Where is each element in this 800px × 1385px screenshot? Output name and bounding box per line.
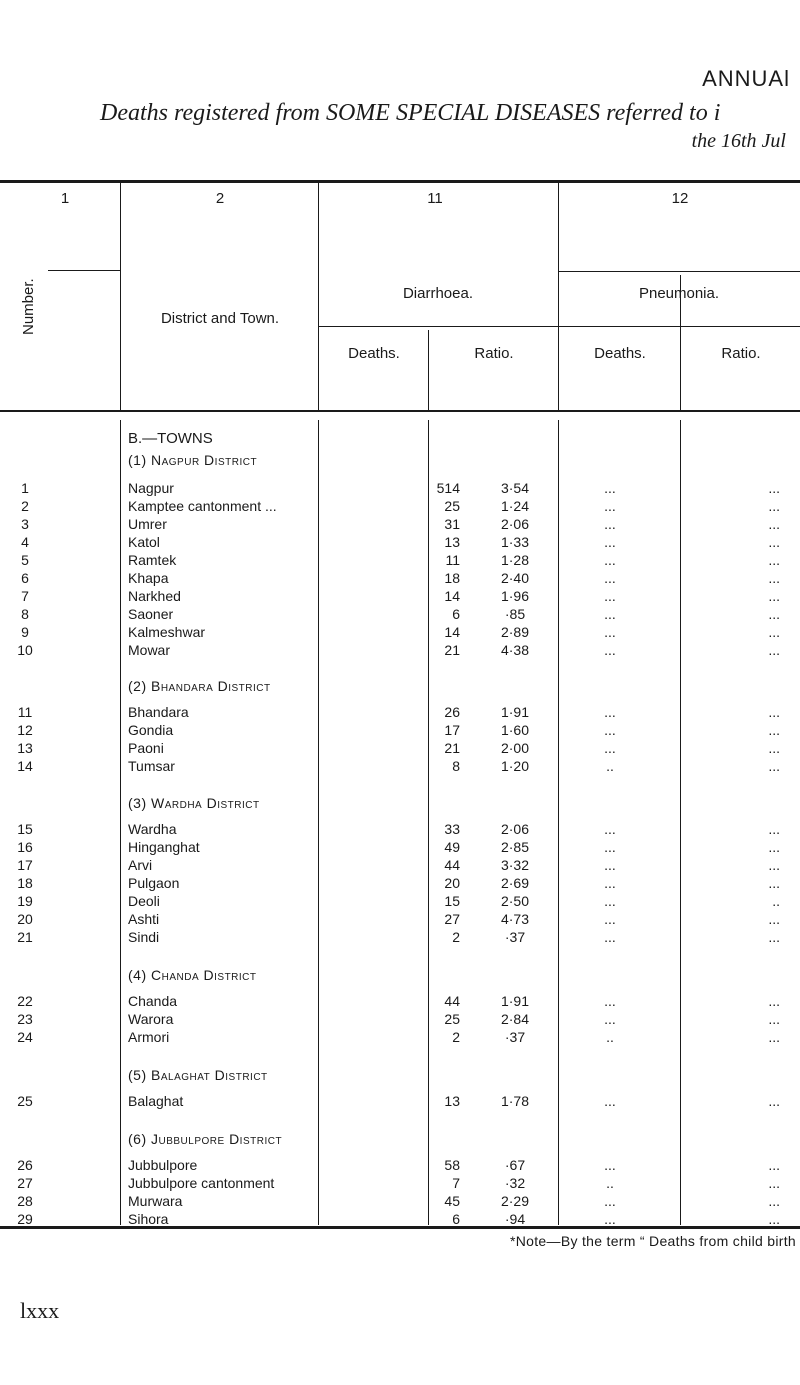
col2-header: 2 — [215, 190, 225, 207]
table-row — [0, 911, 800, 929]
row-number: 17 — [17, 857, 33, 873]
pneumonia-ratio: ... — [768, 1011, 780, 1027]
table-row — [0, 929, 800, 947]
town-name: Gondia — [128, 722, 174, 738]
diarrhoea-deaths: 11 — [445, 552, 460, 568]
town-name: Hinganghat — [128, 839, 200, 855]
table-subtitle: the 16th Jul — [691, 130, 786, 152]
diarrhoea-ratio: ·37 — [504, 1029, 526, 1045]
diarrhoea-deaths: 44 — [444, 857, 460, 873]
diarrhoea-ratio: 1·33 — [500, 534, 530, 550]
table-row — [0, 1029, 800, 1047]
header-bottom-rule — [0, 410, 800, 412]
pneumonia-ratio: ... — [768, 1093, 780, 1109]
pneumonia-deaths: ... — [604, 875, 616, 891]
diarrhoea-ratio: 1·60 — [500, 722, 530, 738]
row-number: 18 — [17, 875, 33, 891]
pneumonia-deaths: ... — [604, 1093, 616, 1109]
pneumonia-ratio: ... — [768, 821, 780, 837]
diarrhoea-ratio: ·85 — [504, 606, 526, 622]
row-number: 16 — [17, 839, 33, 855]
district-heading: (5) Balaghat District — [128, 1067, 268, 1083]
diarrhoea-ratio: ·67 — [504, 1157, 526, 1173]
table-row — [0, 722, 800, 740]
pneumonia-deaths: ... — [604, 588, 616, 604]
pneumonia-deaths-label: Deaths. — [594, 345, 646, 362]
pneumonia-deaths: ... — [604, 993, 616, 1009]
diarrhoea-ratio: 2·85 — [500, 839, 530, 855]
pneumonia-deaths: ... — [604, 929, 616, 945]
diarrhoea-deaths: 33 — [444, 821, 460, 837]
district-label: District and Town. — [160, 310, 280, 327]
diarrhoea-ratio: 1·24 — [500, 498, 530, 514]
row-number: 22 — [17, 993, 33, 1009]
diarrhoea-ratio: 1·91 — [500, 704, 530, 720]
diarrhoea-deaths: 6 — [452, 1211, 460, 1227]
pneumonia-ratio: ... — [768, 1193, 780, 1209]
pneumonia-ratio: ... — [768, 929, 780, 945]
row-number: 9 — [21, 624, 29, 640]
diarrhoea-deaths: 2 — [452, 1029, 460, 1045]
row-number: 15 — [17, 821, 33, 837]
row-number: 12 — [17, 722, 33, 738]
pneumonia-deaths: ... — [604, 1193, 616, 1209]
table-row — [0, 821, 800, 839]
table-row — [0, 516, 800, 534]
town-name: Nagpur — [128, 480, 174, 496]
table-row — [0, 704, 800, 722]
table-row — [0, 606, 800, 624]
town-name: Umrer — [128, 516, 167, 532]
diarrhoea-deaths: 14 — [444, 624, 460, 640]
pneumonia-deaths: ... — [604, 642, 616, 658]
row-number: 6 — [21, 570, 29, 586]
diarrhoea-label: Diarrhoea. — [402, 285, 474, 302]
pneumonia-deaths: ... — [604, 552, 616, 568]
pneumonia-deaths: ... — [604, 839, 616, 855]
pneumonia-ratio: ... — [768, 839, 780, 855]
row-number: 8 — [21, 606, 29, 622]
row-number: 19 — [17, 893, 33, 909]
number-label: Number. — [20, 278, 37, 335]
pneumonia-ratio: ... — [768, 758, 780, 774]
row-number: 24 — [17, 1029, 33, 1045]
table-row — [0, 875, 800, 893]
town-name: Narkhed — [128, 588, 181, 604]
diarrhoea-deaths-label: Deaths. — [348, 345, 400, 362]
diarrhoea-deaths: 17 — [444, 722, 460, 738]
town-name: Kamptee cantonment ... — [128, 498, 277, 514]
district-heading: (4) Chanda District — [128, 967, 257, 983]
pneumonia-deaths: ... — [604, 911, 616, 927]
diarrhoea-deaths: 27 — [444, 911, 460, 927]
district-heading: (1) Nagpur District — [128, 452, 258, 468]
table-row — [0, 1157, 800, 1175]
table-row — [0, 857, 800, 875]
diarrhoea-deaths: 18 — [444, 570, 460, 586]
diarrhoea-ratio: 2·89 — [500, 624, 530, 640]
diarrhoea-deaths: 13 — [444, 534, 460, 550]
table-row — [0, 588, 800, 606]
row-number: 10 — [17, 642, 33, 658]
table-row — [0, 552, 800, 570]
pneumonia-deaths: ... — [604, 722, 616, 738]
diarrhoea-ratio: 1·78 — [500, 1093, 530, 1109]
town-name: Deoli — [128, 893, 160, 909]
pneumonia-deaths: ... — [604, 534, 616, 550]
towns-heading: B.—TOWNS — [128, 430, 213, 447]
row-number: 14 — [17, 758, 33, 774]
table-row — [0, 534, 800, 552]
town-name: Khapa — [128, 570, 169, 586]
diarrhoea-deaths: 25 — [444, 498, 460, 514]
diarrhoea-ratio: 2·40 — [500, 570, 530, 586]
col12-header: 12 — [671, 190, 689, 207]
row-number: 13 — [17, 740, 33, 756]
town-name: Bhandara — [128, 704, 189, 720]
page-number: lxxx — [20, 1298, 60, 1323]
pneumonia-deaths: ... — [604, 740, 616, 756]
col11-split — [428, 330, 429, 410]
pneumonia-ratio: ... — [768, 552, 780, 568]
diarrhoea-ratio: 1·20 — [500, 758, 530, 774]
pneumonia-ratio: ... — [768, 1029, 780, 1045]
town-name: Mowar — [128, 642, 171, 658]
diarrhoea-deaths: 26 — [444, 704, 460, 720]
town-name: Wardha — [128, 821, 177, 837]
pneumonia-deaths: ... — [604, 893, 616, 909]
pneumonia-deaths: ... — [604, 624, 616, 640]
town-name: Jubbulpore — [128, 1157, 198, 1173]
row-number: 27 — [17, 1175, 33, 1191]
table-row — [0, 1011, 800, 1029]
diarrhoea-deaths: 45 — [444, 1193, 460, 1209]
town-name: Murwara — [128, 1193, 183, 1209]
diarrhoea-deaths: 21 — [444, 740, 460, 756]
pneumonia-deaths: ... — [604, 857, 616, 873]
pneumonia-deaths: ... — [604, 498, 616, 514]
col12-sub-rule — [558, 271, 800, 272]
col1-short — [48, 270, 120, 271]
town-name: Warora — [128, 1011, 174, 1027]
pneumonia-ratio: ... — [768, 516, 780, 532]
row-number: 26 — [17, 1157, 33, 1173]
pneumonia-deaths: ... — [604, 570, 616, 586]
diarrhoea-ratio: ·37 — [504, 929, 526, 945]
town-name: Balaghat — [128, 1093, 184, 1109]
pneumonia-ratio: ... — [768, 498, 780, 514]
table-row — [0, 758, 800, 776]
town-name: Katol — [128, 534, 160, 550]
diarrhoea-ratio: 2·06 — [500, 821, 530, 837]
col1-header: 1 — [60, 190, 70, 207]
table-row — [0, 480, 800, 498]
table-row — [0, 740, 800, 758]
row-number: 21 — [17, 929, 33, 945]
pneumonia-ratio: ... — [768, 480, 780, 496]
col11-header: 11 — [427, 190, 443, 207]
diarrhoea-ratio: ·32 — [504, 1175, 526, 1191]
row-number: 29 — [17, 1211, 33, 1227]
pneumonia-deaths: .. — [606, 758, 614, 774]
pneumonia-ratio: ... — [768, 1175, 780, 1191]
diarrhoea-deaths: 58 — [444, 1157, 460, 1173]
table-row — [0, 839, 800, 857]
diarrhoea-ratio-label: Ratio. — [474, 345, 514, 362]
table-row — [0, 1211, 800, 1229]
pneumonia-ratio: .. — [772, 893, 780, 909]
deaths-ratio-rule — [318, 326, 800, 327]
row-number: 3 — [21, 516, 29, 532]
row-number: 7 — [21, 588, 29, 604]
diarrhoea-deaths: 20 — [444, 875, 460, 891]
diarrhoea-ratio: 2·84 — [500, 1011, 530, 1027]
pneumonia-deaths: ... — [604, 480, 616, 496]
town-name: Ashti — [128, 911, 160, 927]
diarrhoea-ratio: 4·38 — [500, 642, 530, 658]
pneumonia-deaths: .. — [606, 1175, 614, 1191]
table-row — [0, 1093, 800, 1111]
pneumonia-deaths: ... — [604, 821, 616, 837]
diarrhoea-ratio: 2·00 — [500, 740, 530, 756]
pneumonia-ratio: ... — [768, 534, 780, 550]
town-name: Arvi — [128, 857, 153, 873]
diarrhoea-ratio: 3·32 — [500, 857, 530, 873]
pneumonia-ratio: ... — [768, 722, 780, 738]
pneumonia-deaths: ... — [604, 1157, 616, 1173]
town-name: Pulgaon — [128, 875, 180, 891]
pneumonia-ratio: ... — [768, 606, 780, 622]
row-number: 4 — [21, 534, 29, 550]
pneumonia-ratio: ... — [768, 1157, 780, 1173]
row-number: 20 — [17, 911, 33, 927]
table-row — [0, 642, 800, 660]
table-row — [0, 498, 800, 516]
diarrhoea-deaths: 49 — [444, 839, 460, 855]
footnote: *Note—By the term “ Deaths from child birth — [510, 1233, 796, 1249]
town-name: Sihora — [128, 1211, 169, 1227]
table-row — [0, 893, 800, 911]
diarrhoea-ratio: 4·73 — [500, 911, 530, 927]
row-number: 23 — [17, 1011, 33, 1027]
pneumonia-ratio: ... — [768, 624, 780, 640]
table-row — [0, 1193, 800, 1211]
town-name: Saoner — [128, 606, 174, 622]
diarrhoea-deaths: 14 — [444, 588, 460, 604]
pneumonia-ratio: ... — [768, 993, 780, 1009]
pneumonia-ratio: ... — [768, 642, 780, 658]
town-name: Tumsar — [128, 758, 175, 774]
pneumonia-deaths: ... — [604, 606, 616, 622]
town-name: Jubbulpore cantonment — [128, 1175, 275, 1191]
district-heading: (2) Bhandara District — [128, 678, 271, 694]
row-number: 2 — [21, 498, 29, 514]
diarrhoea-deaths: 21 — [444, 642, 460, 658]
row-number: 1 — [21, 480, 29, 496]
diarrhoea-ratio: 2·29 — [500, 1193, 530, 1209]
district-heading: (6) Jubbulpore District — [128, 1131, 283, 1147]
pneumonia-ratio: ... — [768, 588, 780, 604]
pneumonia-ratio: ... — [768, 857, 780, 873]
diarrhoea-ratio: ·94 — [504, 1211, 526, 1227]
diarrhoea-ratio: 1·91 — [500, 993, 530, 1009]
running-head: ANNUAl — [702, 66, 790, 91]
diarrhoea-deaths: 8 — [452, 758, 460, 774]
diarrhoea-deaths: 6 — [452, 606, 460, 622]
pneumonia-ratio: ... — [768, 704, 780, 720]
diarrhoea-ratio: 3·54 — [500, 480, 530, 496]
diarrhoea-ratio: 2·69 — [500, 875, 530, 891]
diarrhoea-ratio: 2·06 — [500, 516, 530, 532]
row-number: 25 — [17, 1093, 33, 1109]
pneumonia-ratio: ... — [768, 570, 780, 586]
pneumonia-deaths: ... — [604, 704, 616, 720]
row-number: 28 — [17, 1193, 33, 1209]
town-name: Kalmeshwar — [128, 624, 206, 640]
pneumonia-ratio-label: Ratio. — [721, 345, 761, 362]
diarrhoea-deaths: 31 — [444, 516, 460, 532]
diarrhoea-deaths: 514 — [436, 480, 460, 496]
town-name: Armori — [128, 1029, 170, 1045]
table-row — [0, 570, 800, 588]
row-number: 5 — [21, 552, 29, 568]
diarrhoea-deaths: 13 — [444, 1093, 460, 1109]
diarrhoea-deaths: 2 — [452, 929, 460, 945]
pneumonia-deaths: ... — [604, 516, 616, 532]
table-row — [0, 624, 800, 642]
diarrhoea-deaths: 7 — [452, 1175, 460, 1191]
diarrhoea-deaths: 44 — [444, 993, 460, 1009]
pneumonia-label: Pneumonia. — [638, 285, 720, 302]
pneumonia-deaths: ... — [604, 1011, 616, 1027]
diarrhoea-ratio: 2·50 — [500, 893, 530, 909]
table-row — [0, 1175, 800, 1193]
diarrhoea-ratio: 1·96 — [500, 588, 530, 604]
pneumonia-ratio: ... — [768, 1211, 780, 1227]
pneumonia-deaths: ... — [604, 1211, 616, 1227]
diarrhoea-deaths: 15 — [444, 893, 460, 909]
col1-divider — [120, 183, 121, 410]
row-number: 11 — [17, 704, 33, 720]
diarrhoea-ratio: 1·28 — [500, 552, 530, 568]
town-name: Sindi — [128, 929, 160, 945]
pneumonia-deaths: .. — [606, 1029, 614, 1045]
town-name: Chanda — [128, 993, 178, 1009]
table-title: Deaths registered from SOME SPECIAL DISEASES referred to i — [100, 100, 721, 126]
district-heading: (3) Wardha District — [128, 795, 260, 811]
town-name: Paoni — [128, 740, 164, 756]
town-name: Ramtek — [128, 552, 177, 568]
diarrhoea-deaths: 25 — [444, 1011, 460, 1027]
table-row — [0, 993, 800, 1011]
pneumonia-ratio: ... — [768, 911, 780, 927]
pneumonia-ratio: ... — [768, 740, 780, 756]
pneumonia-ratio: ... — [768, 875, 780, 891]
